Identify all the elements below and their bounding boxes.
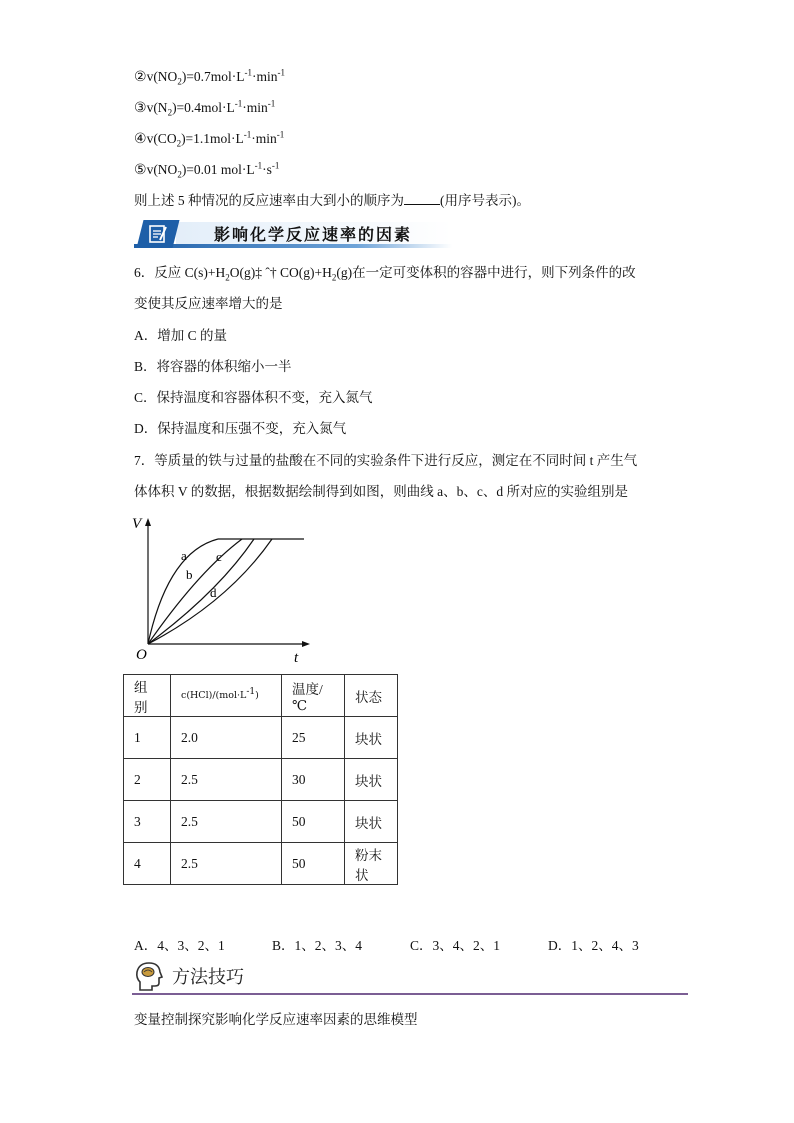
table-cell: 4	[124, 843, 171, 885]
table-row	[124, 843, 398, 885]
table-cell: 2	[124, 759, 171, 801]
table-header-cell: 组别	[124, 675, 171, 717]
item-text: v(CO	[146, 131, 177, 146]
q6-option-a[interactable]: A．增加 C 的量	[134, 328, 228, 343]
q6-text: (g)在一定可变体积的容器中进行，则下列条件的改	[336, 265, 636, 280]
table-cell: 块状	[345, 759, 398, 801]
q6-option-b[interactable]: B．将容器的体积缩小一半	[134, 359, 292, 374]
item-sup: -1	[276, 129, 285, 140]
method-text: 变量控制探究影响化学反应速率因素的思维模型	[134, 1012, 418, 1027]
item-number: ②	[134, 69, 147, 85]
x-axis-label: t	[294, 650, 299, 666]
item-number: ⑤	[134, 162, 147, 178]
item-sup: -1	[271, 160, 280, 171]
q6-stem-line2: 变使其反应速率增大的是	[134, 296, 283, 311]
item-rest: )=0.01 mol·L	[181, 162, 255, 177]
item-sup: -1	[243, 129, 252, 140]
curve-d-label: d	[210, 585, 217, 600]
item-sup: -1	[234, 98, 243, 109]
table-header-cell: 温度/℃	[282, 675, 345, 717]
q6-text: 6．反应 C(s)+H	[134, 265, 226, 280]
section-banner	[134, 220, 452, 250]
section-title: 影响化学反应速率的因素	[214, 225, 413, 244]
item-sup: -1	[244, 67, 253, 78]
method-section-header	[132, 958, 688, 996]
table-row	[124, 717, 398, 759]
table-cell: 25	[282, 717, 345, 759]
rate-item-3	[134, 98, 275, 118]
item-sub: 2	[167, 107, 173, 118]
hcl-header-close: )	[255, 690, 259, 701]
y-axis-label: V	[132, 516, 142, 532]
q7-stem-line2: 体体积 V 的数据，根据数据绘制得到如图，则曲线 a、b、c、d 所对应的实验组别是	[134, 484, 628, 499]
y-axis-arrow	[145, 518, 151, 526]
item-number: ④	[134, 131, 147, 147]
item-unit: ·min	[242, 100, 268, 115]
table-cell: 2.5	[171, 759, 282, 801]
item-sub: 2	[177, 76, 182, 87]
rate-item-5	[134, 160, 279, 180]
notepad-icon	[146, 223, 172, 245]
q7-option-a[interactable]: A．4、3、2、1	[134, 938, 225, 953]
volume-time-graph	[128, 512, 318, 668]
item-unit: ·min	[252, 69, 278, 84]
table-cell: 块状	[345, 801, 398, 843]
q7-option-c[interactable]: C．3、4、2、1	[410, 938, 501, 953]
origin-label: O	[136, 647, 147, 663]
table-header-cell	[171, 675, 282, 717]
table-cell: 2.5	[171, 843, 282, 885]
item-unit: ·min	[251, 131, 277, 146]
curve-a-label: a	[181, 548, 187, 563]
hcl-header-text: c(HCl)/(mol·L	[181, 690, 247, 701]
q5-question-tail	[134, 191, 530, 211]
method-rule	[132, 993, 688, 995]
table-cell: 3	[124, 801, 171, 843]
q7-option-d[interactable]: D．1、2、4、3	[548, 938, 639, 953]
rate-item-4	[134, 129, 284, 149]
table-cell: 2.5	[171, 801, 282, 843]
x-axis-arrow	[302, 641, 310, 647]
rate-item-2	[134, 67, 285, 87]
q5-text: 则上述 5 种情况的反应速率由大到小的顺序为	[134, 193, 404, 208]
item-sup: -1	[254, 160, 263, 171]
q6-text: O(g)‡ ˆ† CO(g)+H	[229, 265, 332, 280]
table-cell: 50	[282, 801, 345, 843]
curve-b-label: b	[186, 567, 193, 582]
q5-text-end: (用序号表示)。	[440, 193, 530, 208]
item-number: ③	[134, 100, 147, 116]
item-text: v(NO	[146, 69, 178, 84]
item-rest: )=0.7mol·L	[181, 69, 245, 84]
q6-option-d[interactable]: D．保持温度和压强不变，充入氮气	[134, 421, 347, 436]
table-cell: 50	[282, 843, 345, 885]
q7-stem-line1: 7．等质量的铁与过量的盐酸在不同的实验条件下进行反应，测定在不同时间 t 产生气	[134, 453, 638, 468]
experiment-table	[123, 674, 398, 885]
table-cell: 粉末状	[345, 843, 398, 885]
table-cell: 块状	[345, 717, 398, 759]
item-rest: )=1.1mol·L	[181, 131, 244, 146]
item-text: v(NO	[146, 162, 178, 177]
q7-options	[134, 934, 639, 954]
curve-c-label: c	[216, 549, 222, 564]
q6-stem-line1	[134, 263, 636, 283]
item-sub: 2	[176, 138, 182, 149]
q6-option-c[interactable]: C．保持温度和容器体积不变，充入氮气	[134, 390, 373, 405]
table-header-row	[124, 675, 398, 717]
hcl-header-sup: -1	[246, 686, 256, 697]
thinking-head-icon	[134, 960, 164, 992]
table-cell: 1	[124, 717, 171, 759]
item-unit: ·s	[262, 162, 272, 177]
table-cell: 30	[282, 759, 345, 801]
answer-blank[interactable]	[404, 192, 440, 205]
table-row	[124, 759, 398, 801]
q6-sub: 2	[331, 272, 337, 283]
item-sup: -1	[277, 67, 286, 78]
table-cell: 2.0	[171, 717, 282, 759]
item-rest: )=0.4mol·L	[172, 100, 235, 115]
table-row	[124, 801, 398, 843]
item-sub: 2	[177, 169, 182, 180]
item-text: v(N	[146, 100, 168, 115]
item-sup: -1	[267, 98, 276, 109]
q7-option-b[interactable]: B．1、2、3、4	[272, 938, 363, 953]
curve-b	[148, 539, 242, 644]
curve-c	[148, 539, 254, 644]
q6-sub: 2	[225, 272, 230, 283]
table-header-cell: 状态	[345, 675, 398, 717]
method-title: 方法技巧	[172, 967, 244, 988]
